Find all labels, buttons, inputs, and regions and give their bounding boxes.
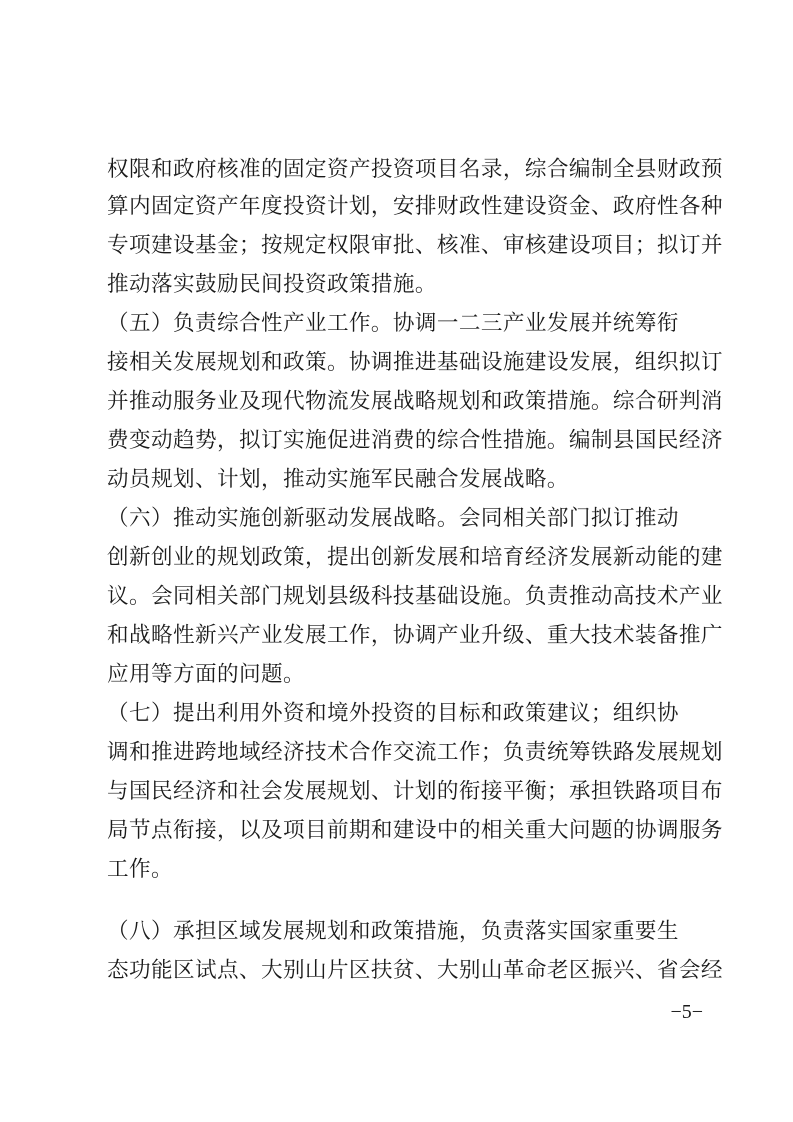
paragraph-6-line-1: （六）推动实施创新驱动发展战略。会同相关部门拟订推动: [107, 506, 679, 531]
body-line-2: 算内固定资产年度投资计划，安排财政性建设资金、政府性各种: [107, 194, 723, 219]
paragraph-7-line-5: 工作。: [107, 857, 173, 882]
paragraph-8-line-2: 态功能区试点、大别山片区扶贫、大别山革命老区振兴、省会经: [107, 958, 723, 983]
paragraph-5-line-3: 并推动服务业及现代物流发展战略规划和政策措施。综合研判消: [107, 389, 723, 414]
body-line-3: 专项建设基金；按规定权限审批、核准、审核建设项目；拟订并: [107, 233, 723, 258]
paragraph-8-line-1: （八）承担区域发展规划和政策措施，负责落实国家重要生: [107, 919, 679, 944]
paragraph-7-line-2: 调和推进跨地域经济技术合作交流工作；负责统筹铁路发展规划: [107, 740, 723, 765]
paragraph-6-line-5: 应用等方面的问题。: [107, 662, 305, 687]
paragraph-5-line-1: （五）负责综合性产业工作。协调一二三产业发展并统筹衔: [107, 311, 679, 336]
paragraph-7-line-1: （七）提出利用外资和境外投资的目标和政策建议；组织协: [107, 701, 679, 726]
paragraph-5-line-2: 接相关发展规划和政策。协调推进基础设施建设发展，组织拟订: [107, 350, 723, 375]
paragraph-7-line-3: 与国民经济和社会发展规划、计划的衔接平衡；承担铁路项目布: [107, 779, 723, 804]
paragraph-6-line-3: 议。会同相关部门规划县级科技基础设施。负责推动高技术产业: [107, 584, 723, 609]
paragraph-7-line-4: 局节点衔接，以及项目前期和建设中的相关重大问题的协调服务: [107, 818, 723, 843]
body-line-1: 权限和政府核准的固定资产投资项目名录，综合编制全县财政预: [107, 157, 723, 182]
page-number: −5−: [670, 1001, 703, 1023]
paragraph-6-line-2: 创新创业的规划政策，提出创新发展和培育经济发展新动能的建: [107, 545, 723, 570]
paragraph-5-line-5: 动员规划、计划，推动实施军民融合发展战略。: [107, 467, 569, 492]
paragraph-5-line-4: 费变动趋势，拟订实施促进消费的综合性措施。编制县国民经济: [107, 428, 723, 453]
paragraph-6-line-4: 和战略性新兴产业发展工作，协调产业升级、重大技术装备推广: [107, 623, 723, 648]
body-line-4: 推动落实鼓励民间投资政策措施。: [107, 272, 437, 297]
